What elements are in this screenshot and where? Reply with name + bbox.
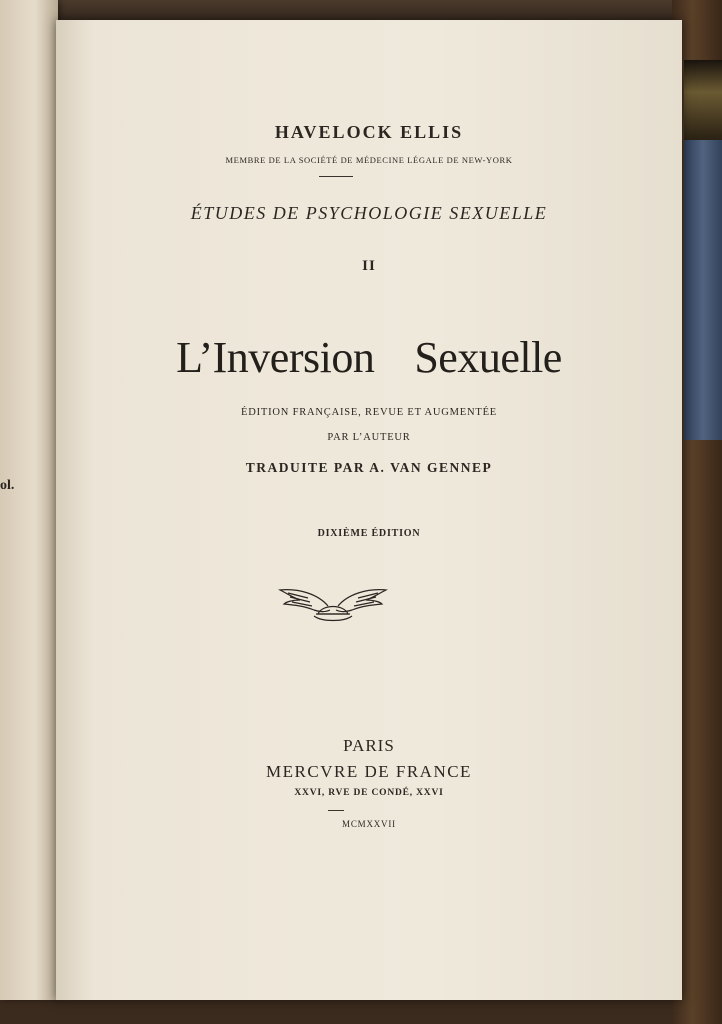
series-title: ÉTUDES DE PSYCHOLOGIE SEXUELLE <box>190 203 548 223</box>
previous-page-fragment: ol. <box>0 478 15 493</box>
publication-year: MCMXXVII <box>342 819 396 829</box>
author-membership: MEMBRE DE LA SOCIÉTÉ DE MÉDECINE LÉGALE DE NEW-YORK <box>225 155 513 165</box>
divider-rule-small <box>328 810 344 811</box>
book-spine-blue <box>684 140 722 440</box>
by-author-note: PAR L’AUTEUR <box>327 432 411 443</box>
translator-credit: TRADUITE PAR A. VAN GENNEP <box>245 460 493 475</box>
publication-city: PARIS <box>343 736 395 755</box>
divider-rule <box>319 176 353 177</box>
book-title-word-2: Sexuelle <box>414 333 562 382</box>
volume-number: II <box>362 258 376 274</box>
winged-helmet-emblem-icon <box>278 584 388 624</box>
title-page <box>56 20 682 1000</box>
book-title-word-1: L’Inversion <box>176 333 375 382</box>
publisher-address: XXVI, RVE DE CONDÉ, XXVI <box>294 788 444 798</box>
edition-note: ÉDITION FRANÇAISE, REVUE ET AUGMENTÉE <box>240 407 498 418</box>
book-spine-gold <box>684 60 722 140</box>
edition-number: DIXIÈME ÉDITION <box>317 528 421 539</box>
previous-page <box>0 0 58 1000</box>
author-name: HAVELOCK ELLIS <box>274 122 464 142</box>
publisher-name: MERCVRE DE FRANCE <box>266 762 472 781</box>
book-title <box>56 332 682 383</box>
